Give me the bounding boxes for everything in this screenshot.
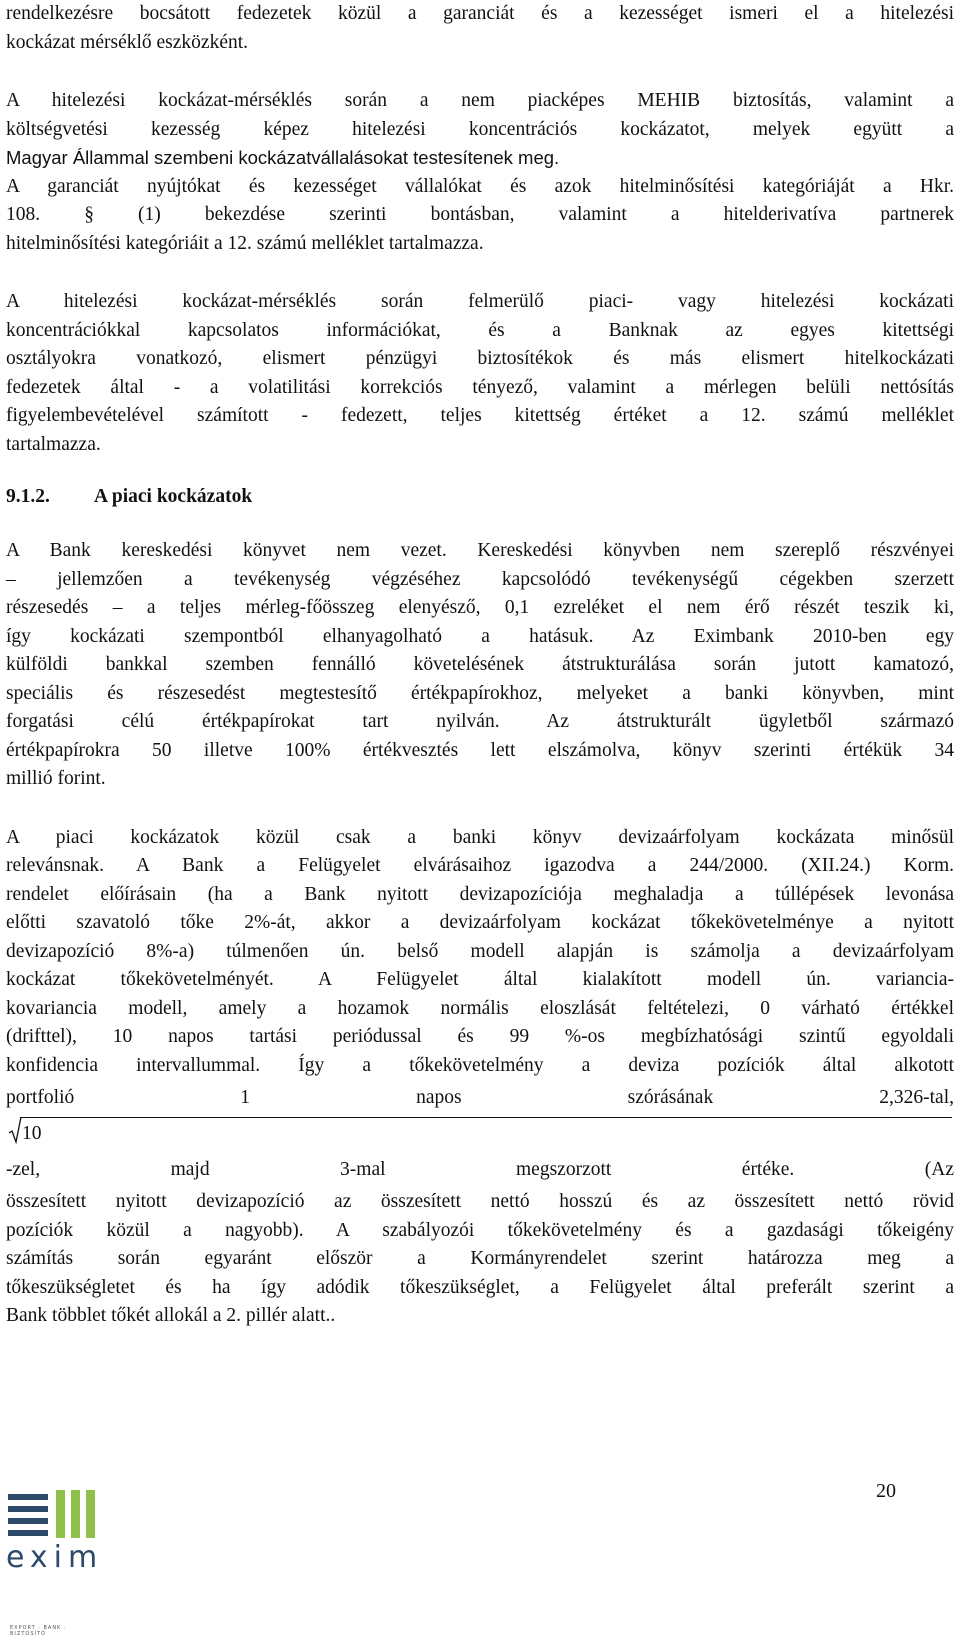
text-line: forgatási célú értékpapírokat tart nyilván. Az átstrukturált ügyletből származó — [6, 711, 954, 732]
document-page — [6, 0, 954, 1331]
text-line: rendelkezésre bocsátott fedezetek közül a garanciát és a kezességet ismeri el a hitelezési — [6, 3, 954, 24]
paragraph-5 — [6, 824, 954, 1331]
paragraph-2 — [6, 87, 954, 258]
text-line: kockázat tőkekövetelményét. A Felügyelet által kialakított modell ún. variancia- — [6, 969, 954, 990]
text-line: A garanciát nyújtókat és kezességet vállalókat és azok hitelminősítési kategóriáját a Hkr. — [6, 175, 954, 197]
square-root-formula — [8, 1116, 952, 1152]
paragraph-4 — [6, 537, 954, 794]
text-line: speciális és részesedést megtestesítő értékpapírokhoz, melyeket a banki könyvben, mint — [6, 682, 954, 704]
text-line: devizapozíció 8%-a) túlmenően ún. belső modell alapján is számolja a devizaárfolyam — [6, 940, 954, 962]
text-line: koncentrációkkal kapcsolatos információkat, és a Banknak az egyes kitettségi — [6, 319, 954, 341]
text-line: költségvetési kezesség képez hitelezési koncentrációs kockázatot, melyek együtt a — [6, 118, 954, 140]
exim-logo-bars-icon — [8, 1484, 98, 1544]
text-line: pozíciók közül a nagyobb). A szabályozói tőkekövetelmény és a gazdasági tőkeigény — [6, 1219, 954, 1241]
page-number: 20 — [876, 1480, 896, 1502]
text-line-with-formula — [6, 1080, 954, 1188]
text-line: 108. § (1) bekezdése szerinti bontásban, valamint a hitelderivatíva partnerek — [6, 204, 954, 225]
text-line: osztályokra vonatkozó, elismert pénzügyi biztosítékok és más elismert hitelkockázati — [6, 348, 954, 369]
text-line: millió forint. — [6, 768, 106, 789]
section-heading — [6, 483, 954, 511]
radical-sign-icon — [8, 1116, 22, 1144]
text-line: relevánsnak. A Bank a Felügyelet elvárásaihoz igazodva a 244/2000. (XII.24.) Korm. — [6, 855, 954, 876]
paragraph-3 — [6, 288, 954, 459]
text-line: így kockázati szempontból elhanyagolható a hatásuk. Az Eximbank 2010-ben egy — [6, 625, 954, 647]
section-title: A piaci kockázatok — [94, 486, 253, 507]
text-line: Magyar Állammal szembeni kockázatvállalásokat testesítenek meg. — [6, 147, 560, 168]
text-line: értékpapírokra 50 illetve 100% értékvesztés lett elszámolva, könyv szerinti értékük 34 — [6, 739, 954, 761]
text-line: előtti szavatoló tőke 2%-át, akkor a devizaárfolyam kockázat tőkekövetelménye a nyitott — [6, 912, 954, 933]
radicand: 10 — [22, 1123, 42, 1144]
text-line: A Bank kereskedési könyvet nem vezet. Kereskedési könyvben nem szereplő részvényei — [6, 540, 954, 561]
formula-text-before: portfolió 1 napos szórásának 2,326-tal, — [6, 1087, 954, 1108]
text-line: Bank többlet tőkét allokál a 2. pillér alatt.. — [6, 1305, 336, 1326]
text-line: fedezetek által - a volatilitási korrekciós tényező, valamint a mérlegen belüli nettósítás — [6, 376, 954, 398]
exim-logo-tagline: EXPORT · BANK · BIZTOSÍTÓ — [10, 1625, 67, 1637]
text-line: összesített nyitott devizapozíció az összesített nettó hosszú és az összesített nettó rövid — [6, 1191, 954, 1212]
text-line: (drifttel), 10 napos tartási periódussal és 99 %-os megbízhatósági szintű egyoldali — [6, 1026, 954, 1047]
exim-logo-wordmark: exim — [6, 1540, 104, 1575]
text-line: A hitelezési kockázat-mérséklés során felmerülő piaci- vagy hitelezési kockázati — [6, 291, 954, 312]
text-line: kovariancia modell, amely a hozamok normális eloszlását feltételezi, 0 várható értékkel — [6, 997, 954, 1019]
text-line: konfidencia intervallummal. Így a tőkekövetelmény a deviza pozíciók által alkotott — [6, 1054, 954, 1076]
text-line: kockázat mérséklő eszközként. — [6, 31, 249, 53]
section-number: 9.1.2. — [6, 486, 50, 507]
text-line: – jellemzően a tevékenység végzéséhez kapcsolódó tevékenységű cégekben szerzett — [6, 568, 954, 590]
exim-logo — [4, 1484, 104, 1637]
paragraph-1 — [6, 0, 954, 57]
text-line: részesedés – a teljes mérleg-főösszeg elenyésző, 0,1 ezreléket el nem érő részét teszik ki, — [6, 597, 954, 618]
text-line: hitelminősítési kategóriáit a 12. számú melléklet tartalmazza. — [6, 232, 484, 254]
formula-text-after: -zel, majd 3-mal megszorzott értéke. (Az — [6, 1159, 954, 1180]
text-line: A piaci kockázatok közül csak a banki könyv devizaárfolyam kockázata minősül — [6, 826, 954, 848]
text-line: külföldi bankkal szemben fennálló követelésének átstrukturálása során jutott kamatozó, — [6, 654, 954, 675]
text-line: számítás során egyaránt először a Kormányrendelet szerint határozza meg a — [6, 1248, 954, 1269]
text-line: A hitelezési kockázat-mérséklés során a nem piacképes MEHIB biztosítás, valamint a — [6, 90, 954, 111]
text-line: figyelembevételével számított - fedezett, teljes kitettség értéket a 12. számú melléklet — [6, 405, 954, 426]
text-line: rendelet előírásain (ha a Bank nyitott devizapozíciója meghaladja a túllépések levonása — [6, 883, 954, 905]
text-line: tartalmazza. — [6, 433, 101, 455]
text-line: tőkeszükségletet és ha így adódik tőkeszükséglet, a Felügyelet által preferált szerint a — [6, 1276, 954, 1298]
